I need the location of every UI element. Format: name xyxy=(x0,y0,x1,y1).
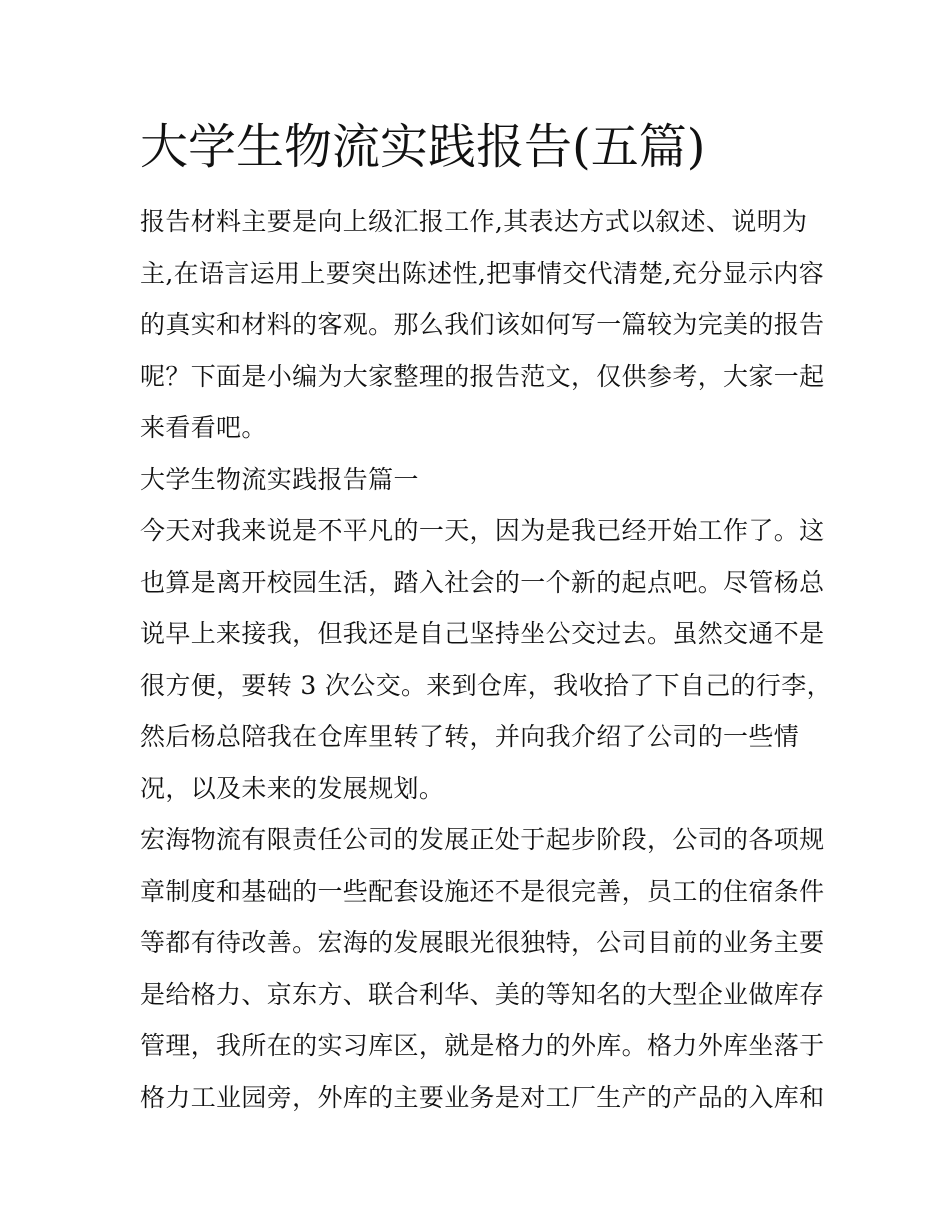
text-line-intro-4: 呢？下面是小编为大家整理的报告范文，仅供参考，大家一起 xyxy=(140,361,825,391)
text-line-intro-5: 来看看吧。 xyxy=(140,413,267,442)
text-line-p2-1: 宏海物流有限责任公司的发展正处于起步阶段，公司的各项规 xyxy=(140,825,825,854)
text-line-p2-2: 章制度和基础的一些配套设施还不是很完善，员工的住宿条件 xyxy=(140,876,825,906)
document-body xyxy=(140,196,832,1123)
section-heading: 大学生物流实践报告篇一 xyxy=(140,464,419,494)
text-line-p2-5: 管理，我所在的实习库区，就是格力的外库。格力外库坐落于 xyxy=(140,1031,825,1060)
text-line-p1-1: 今天对我来说是不平凡的一天，因为是我已经开始工作了。这 xyxy=(140,516,825,545)
page-title: 大学生物流实践报告(五篇) xyxy=(140,119,706,175)
text-line-p1-3: 说早上来接我，但我还是自己坚持坐公交过去。虽然交通不是 xyxy=(140,619,825,648)
text-line-intro-1: 报告材料主要是向上级汇报工作,其表达方式以叙述、说明为 xyxy=(140,207,808,236)
text-line-p1-6: 况，以及未来的发展规划。 xyxy=(140,773,445,803)
text-line-p2-4: 是给格力、京东方、联合利华、美的等知名的大型企业做库存 xyxy=(140,979,825,1009)
text-line-p2-3: 等都有待改善。宏海的发展眼光很独特，公司目前的业务主要 xyxy=(140,928,825,957)
text-line-p1-5: 然后杨总陪我在仓库里转了转，并向我介绍了公司的一些情 xyxy=(140,722,800,751)
text-line-p1-2: 也算是离开校园生活，踏入社会的一个新的起点吧。尽管杨总 xyxy=(140,567,825,597)
text-line-p2-6: 格力工业园旁，外库的主要业务是对工厂生产的产品的入库和 xyxy=(140,1082,825,1112)
text-line-intro-3: 的真实和材料的客观。那么我们该如何写一篇较为完美的报告 xyxy=(140,310,825,339)
text-line-p1-4: 很方便，要转 3 次公交。来到仓库，我收拾了下自己的行李， xyxy=(140,670,832,700)
text-line-intro-2: 主,在语言运用上要突出陈述性,把事情交代清楚,充分显示内容 xyxy=(140,258,824,288)
